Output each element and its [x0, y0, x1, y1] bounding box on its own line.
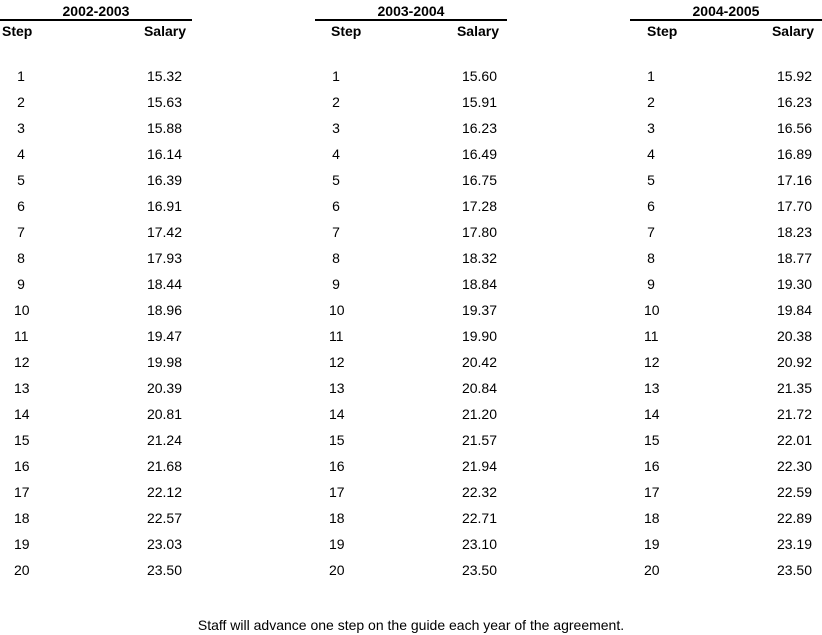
step-cell: 10	[644, 302, 660, 318]
salary-cell: 15.91	[461, 94, 497, 110]
step-cell: 19	[14, 536, 30, 552]
table-row	[630, 90, 822, 116]
table-row	[0, 532, 192, 558]
salary-cell: 23.10	[461, 536, 497, 552]
step-cell: 4	[647, 146, 655, 162]
step-cell: 20	[644, 562, 660, 578]
salary-column-header: Salary	[143, 23, 186, 39]
salary-cell: 22.01	[776, 432, 812, 448]
step-cell: 2	[332, 94, 340, 110]
footnote: Staff will advance one step on the guide each year of the agreement.	[197, 617, 625, 633]
salary-rows	[315, 64, 507, 584]
salary-table-2004-2005	[630, 0, 822, 578]
table-row	[315, 324, 507, 350]
table-row	[0, 480, 192, 506]
step-cell: 20	[329, 562, 345, 578]
table-row	[630, 324, 822, 350]
table-row	[630, 168, 822, 194]
step-cell: 10	[14, 302, 30, 318]
salary-cell: 21.35	[776, 380, 812, 396]
table-row	[315, 246, 507, 272]
salary-cell: 19.90	[461, 328, 497, 344]
step-cell: 8	[332, 250, 340, 266]
table-row	[630, 532, 822, 558]
salary-cell: 22.12	[146, 484, 182, 500]
table-row	[315, 90, 507, 116]
step-cell: 11	[644, 328, 659, 344]
salary-rows	[0, 64, 192, 584]
salary-cell: 15.92	[776, 68, 812, 84]
step-cell: 6	[332, 198, 340, 214]
step-cell: 4	[17, 146, 25, 162]
salary-cell: 15.63	[146, 94, 182, 110]
step-cell: 3	[332, 120, 340, 136]
table-row	[315, 64, 507, 90]
step-cell: 7	[17, 224, 25, 240]
table-row	[630, 558, 822, 584]
salary-cell: 21.68	[146, 458, 182, 474]
year-title: 2003-2004	[315, 0, 507, 21]
step-cell: 9	[332, 276, 340, 292]
table-row	[315, 532, 507, 558]
step-cell: 15	[14, 432, 30, 448]
table-row	[0, 506, 192, 532]
table-row	[0, 116, 192, 142]
salary-cell: 20.84	[461, 380, 497, 396]
step-cell: 19	[644, 536, 660, 552]
step-cell: 4	[332, 146, 340, 162]
salary-cell: 16.23	[776, 94, 812, 110]
salary-cell: 23.50	[776, 562, 812, 578]
salary-cell: 18.77	[776, 250, 812, 266]
table-row	[315, 168, 507, 194]
salary-cell: 17.80	[461, 224, 497, 240]
step-cell: 8	[647, 250, 655, 266]
step-cell: 1	[17, 68, 25, 84]
salary-cell: 19.84	[776, 302, 812, 318]
step-cell: 3	[647, 120, 655, 136]
step-cell: 16	[644, 458, 660, 474]
step-cell: 1	[332, 68, 340, 84]
salary-cell: 23.50	[461, 562, 497, 578]
table-row	[0, 376, 192, 402]
table-row	[315, 506, 507, 532]
salary-cell: 16.23	[461, 120, 497, 136]
salary-cell: 23.19	[776, 536, 812, 552]
table-row	[315, 116, 507, 142]
step-cell: 18	[644, 510, 660, 526]
step-column-header: Step	[647, 23, 678, 39]
table-row	[315, 142, 507, 168]
table-row	[0, 402, 192, 428]
table-row	[0, 558, 192, 584]
table-row	[0, 298, 192, 324]
salary-cell: 16.75	[461, 172, 497, 188]
salary-cell: 20.81	[146, 406, 182, 422]
salary-cell: 21.57	[461, 432, 497, 448]
step-cell: 10	[329, 302, 345, 318]
table-row	[315, 272, 507, 298]
table-row	[315, 428, 507, 454]
salary-cell: 22.71	[461, 510, 497, 526]
salary-cell: 18.23	[776, 224, 812, 240]
salary-cell: 20.42	[461, 354, 497, 370]
step-cell: 20	[14, 562, 30, 578]
table-row	[315, 298, 507, 324]
table-row	[0, 168, 192, 194]
step-cell: 17	[644, 484, 660, 500]
step-cell: 14	[644, 406, 660, 422]
step-cell: 8	[17, 250, 25, 266]
salary-cell: 17.28	[461, 198, 497, 214]
table-row	[630, 428, 822, 454]
table-row	[630, 376, 822, 402]
salary-cell: 16.91	[146, 198, 182, 214]
step-cell: 5	[17, 172, 25, 188]
salary-rows	[630, 64, 822, 584]
salary-cell: 19.98	[146, 354, 182, 370]
salary-column-header: Salary	[771, 23, 814, 39]
table-row	[0, 454, 192, 480]
table-row	[315, 376, 507, 402]
salary-cell: 17.16	[776, 172, 812, 188]
salary-cell: 17.70	[776, 198, 812, 214]
table-row	[0, 64, 192, 90]
table-row	[630, 142, 822, 168]
step-cell: 17	[14, 484, 30, 500]
step-cell: 19	[329, 536, 345, 552]
salary-cell: 22.32	[461, 484, 497, 500]
step-cell: 13	[329, 380, 345, 396]
table-row	[315, 194, 507, 220]
step-column-header: Step	[331, 23, 362, 39]
salary-cell: 17.93	[146, 250, 182, 266]
salary-cell: 20.38	[776, 328, 812, 344]
salary-cell: 22.89	[776, 510, 812, 526]
table-row	[0, 142, 192, 168]
table-row	[630, 64, 822, 90]
step-cell: 12	[14, 354, 30, 370]
step-cell: 12	[644, 354, 660, 370]
step-cell: 14	[329, 406, 345, 422]
step-cell: 1	[647, 68, 655, 84]
table-row	[630, 220, 822, 246]
table-row	[0, 428, 192, 454]
step-cell: 11	[14, 328, 29, 344]
year-title: 2004-2005	[630, 0, 822, 21]
step-cell: 9	[17, 276, 25, 292]
salary-cell: 19.30	[776, 276, 812, 292]
year-title: 2002-2003	[0, 0, 192, 21]
step-cell: 5	[332, 172, 340, 188]
salary-cell: 18.84	[461, 276, 497, 292]
table-row	[630, 350, 822, 376]
salary-cell: 16.89	[776, 146, 812, 162]
step-cell: 14	[14, 406, 30, 422]
table-row	[0, 350, 192, 376]
table-row	[315, 402, 507, 428]
table-row	[630, 402, 822, 428]
step-column-header: Step	[2, 23, 33, 39]
header-row	[630, 21, 822, 41]
salary-cell: 16.14	[146, 146, 182, 162]
header-row	[0, 21, 192, 41]
salary-cell: 21.20	[461, 406, 497, 422]
table-row	[0, 272, 192, 298]
table-row	[0, 246, 192, 272]
table-row	[0, 194, 192, 220]
step-cell: 6	[647, 198, 655, 214]
step-cell: 12	[329, 354, 345, 370]
salary-cell: 21.94	[461, 458, 497, 474]
salary-cell: 19.37	[461, 302, 497, 318]
step-cell: 16	[14, 458, 30, 474]
salary-cell: 23.03	[146, 536, 182, 552]
step-cell: 3	[17, 120, 25, 136]
salary-column-header: Salary	[456, 23, 499, 39]
step-cell: 5	[647, 172, 655, 188]
step-cell: 15	[329, 432, 345, 448]
step-cell: 18	[329, 510, 345, 526]
salary-cell: 18.44	[146, 276, 182, 292]
salary-cell: 18.32	[461, 250, 497, 266]
salary-table-2002-2003	[0, 0, 192, 578]
table-row	[630, 194, 822, 220]
step-cell: 16	[329, 458, 345, 474]
table-row	[315, 558, 507, 584]
table-row	[630, 272, 822, 298]
salary-cell: 21.72	[776, 406, 812, 422]
salary-cell: 16.49	[461, 146, 497, 162]
step-cell: 7	[647, 224, 655, 240]
step-cell: 13	[14, 380, 30, 396]
salary-cell: 15.88	[146, 120, 182, 136]
table-row	[315, 350, 507, 376]
step-cell: 15	[644, 432, 660, 448]
step-cell: 13	[644, 380, 660, 396]
table-row	[315, 220, 507, 246]
step-cell: 7	[332, 224, 340, 240]
table-row	[630, 454, 822, 480]
table-row	[630, 298, 822, 324]
salary-cell: 23.50	[146, 562, 182, 578]
table-row	[630, 116, 822, 142]
table-row	[630, 246, 822, 272]
salary-cell: 19.47	[146, 328, 182, 344]
table-row	[315, 454, 507, 480]
step-cell: 2	[17, 94, 25, 110]
table-row	[630, 506, 822, 532]
salary-cell: 17.42	[146, 224, 182, 240]
salary-table-2003-2004	[315, 0, 507, 578]
header-row	[315, 21, 507, 41]
table-row	[0, 324, 192, 350]
salary-cell: 15.60	[461, 68, 497, 84]
salary-cell: 18.96	[146, 302, 182, 318]
salary-cell: 22.57	[146, 510, 182, 526]
salary-cell: 22.30	[776, 458, 812, 474]
step-cell: 18	[14, 510, 30, 526]
table-row	[630, 480, 822, 506]
salary-cell: 20.39	[146, 380, 182, 396]
salary-cell: 16.39	[146, 172, 182, 188]
step-cell: 17	[329, 484, 345, 500]
salary-cell: 15.32	[146, 68, 182, 84]
salary-cell: 21.24	[146, 432, 182, 448]
table-row	[315, 480, 507, 506]
step-cell: 6	[17, 198, 25, 214]
table-row	[0, 220, 192, 246]
step-cell: 11	[329, 328, 344, 344]
table-row	[0, 90, 192, 116]
step-cell: 9	[647, 276, 655, 292]
step-cell: 2	[647, 94, 655, 110]
salary-cell: 22.59	[776, 484, 812, 500]
salary-cell: 16.56	[776, 120, 812, 136]
salary-cell: 20.92	[776, 354, 812, 370]
